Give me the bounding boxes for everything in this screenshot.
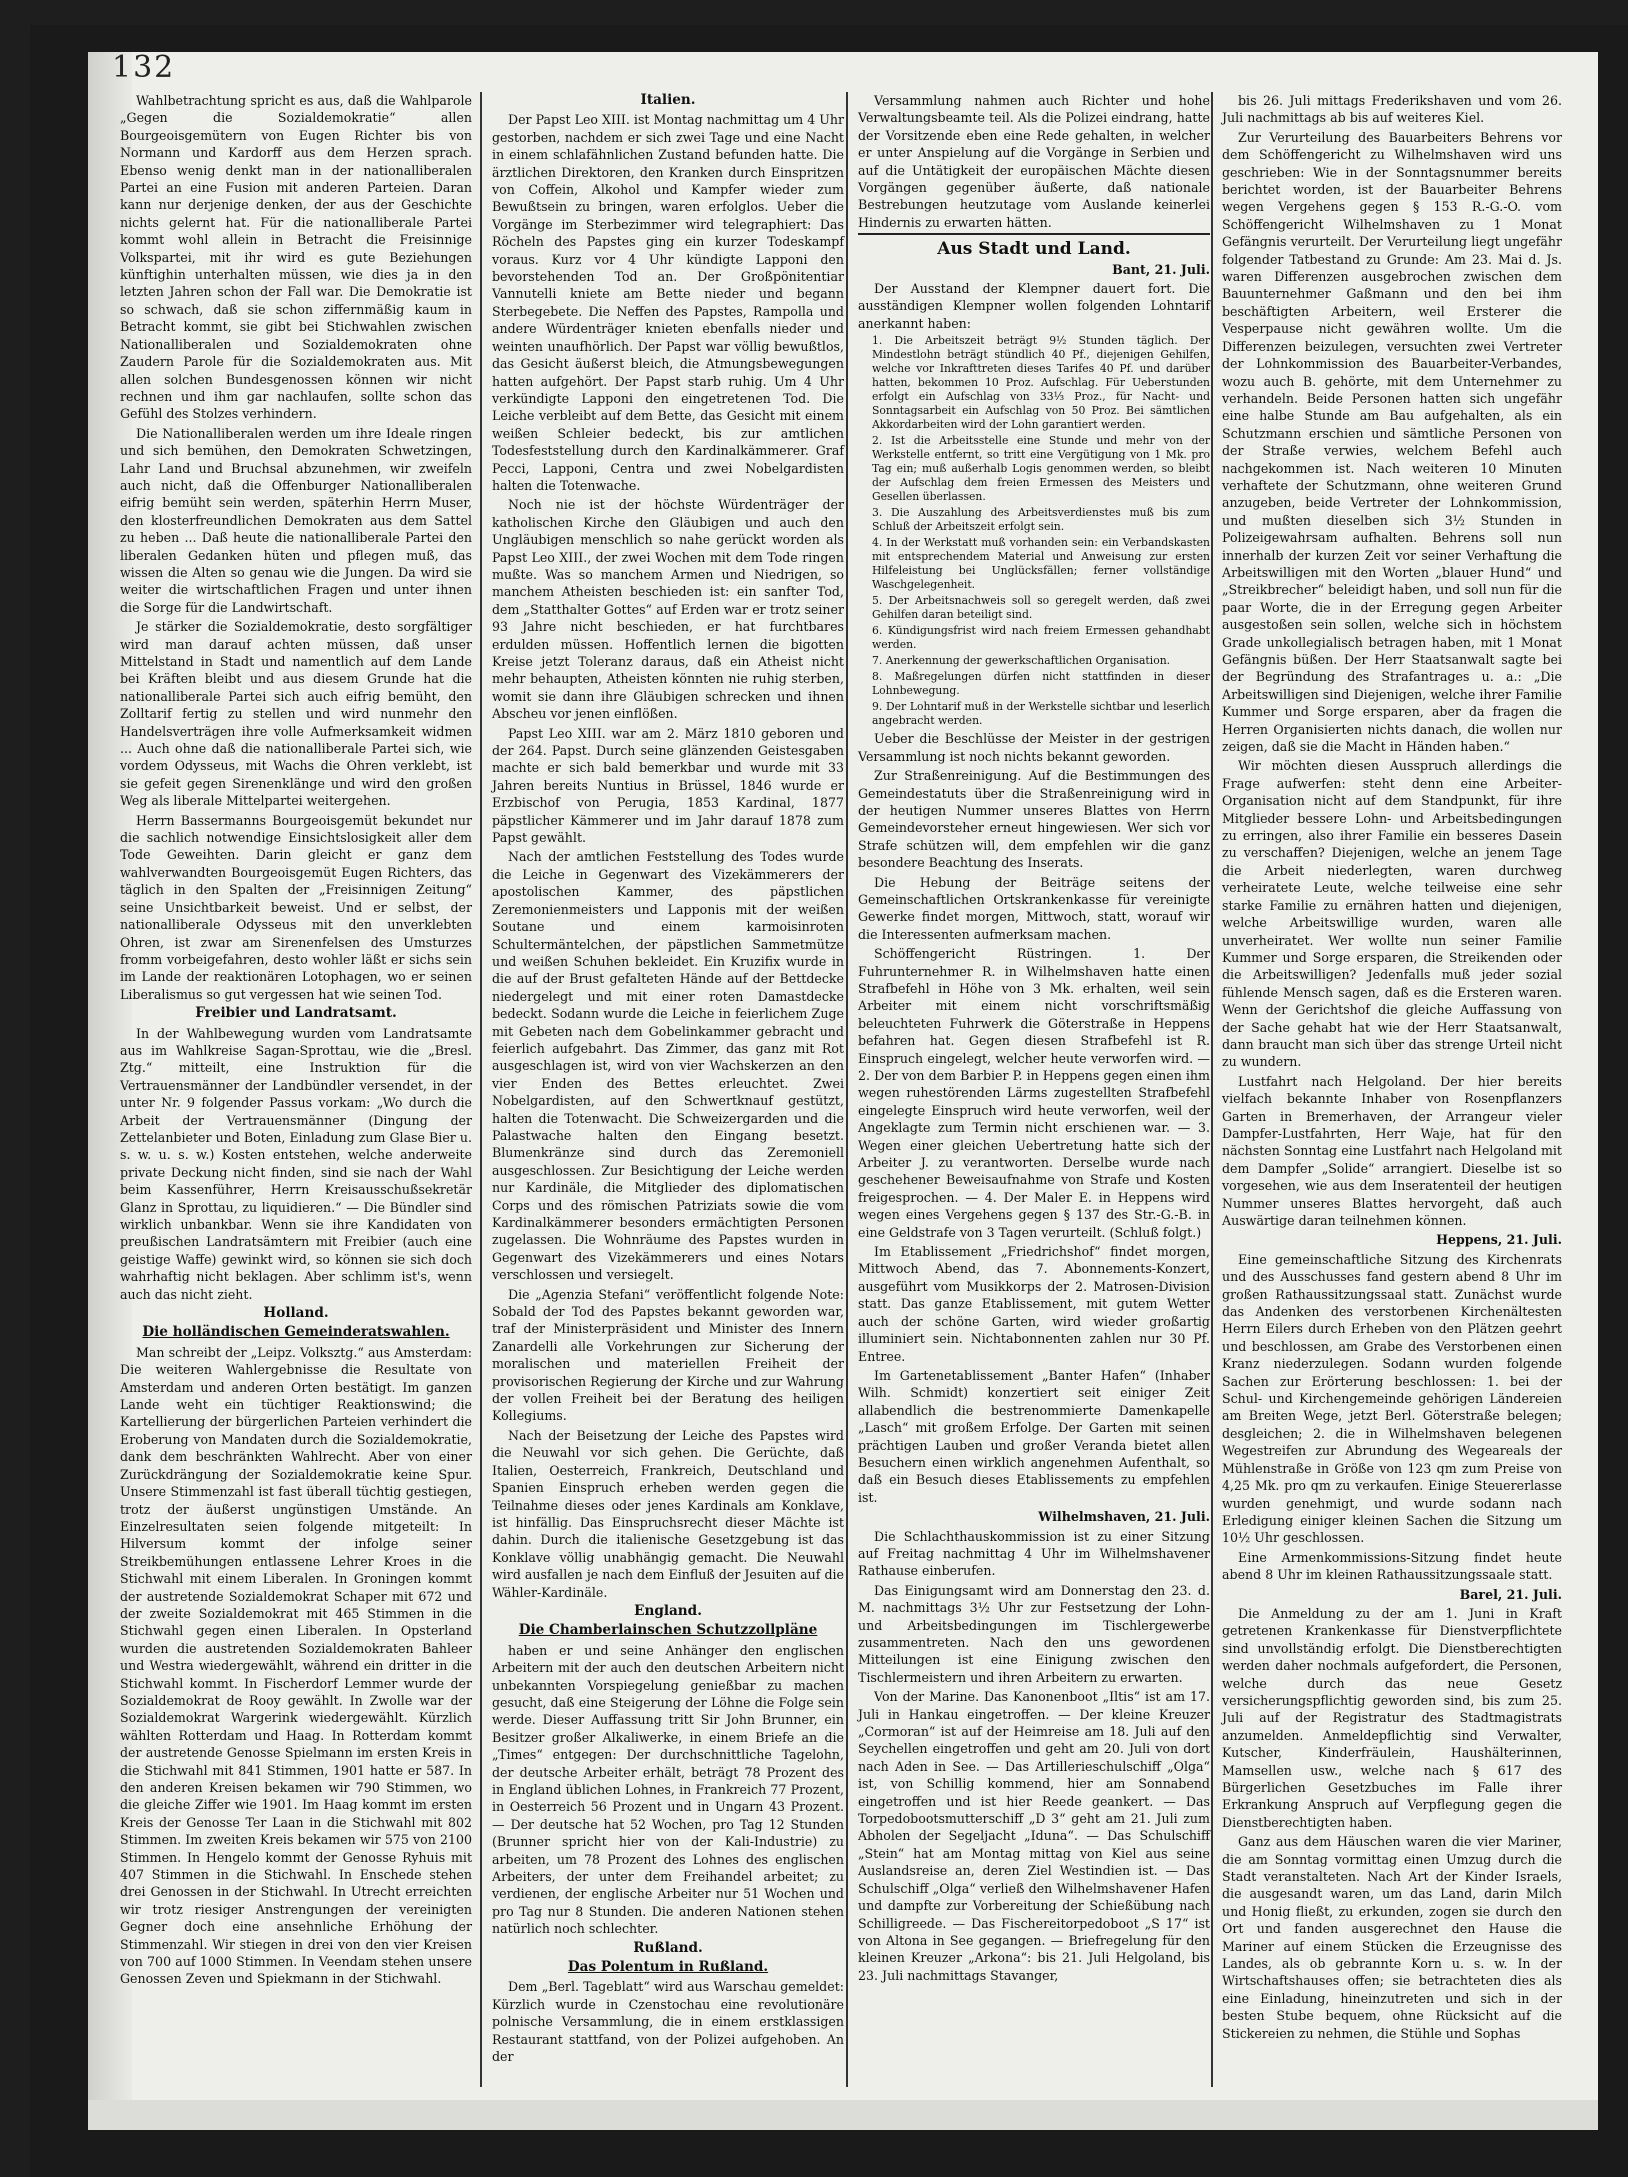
paragraph: Nach der Beisetzung der Leiche des Papstes wird die Neuwahl vor sich gehen. Die Gerüchte, daß Italien, Oesterreich, Frankreich, Deutschland und Spanien Einspruch erheben werden gegen die Teilnahme dieses oder jenes Kardinals am Konklave, ist hinfällig. Das Einspruchsrecht dieser Mächte ist dahin. Durch die italienische Gesetzgebung ist das Konklave völlig unabhängig gemacht. Die Neuwahl wird ausfallen je nach dem Einfluß der Jesuiten auf die Wähler-Kardinäle. [492, 1427, 844, 1600]
paragraph: Von der Marine. Das Kanonenboot „Iltis“ ist am 17. Juli in Hankau eingetroffen. — Der kleine Kreuzer „Cormoran“ ist auf der Heimreise am 18. Juli auf den Seychellen eingetroffen und geht am 20. Juli von dort nach Aden in See. — Das Artillerieschulschiff „Olga“ ist, von Schillig kommend, hier am Sonnabend eingetroffen und ist hier Reede geankert. — Das Torpedobootsmutterschiff „D 3“ geht am 21. Juli zum Abholen der Segeljacht „Iduna“. — Das Schulschiff „Stein“ hat am Montag mittag von Kiel aus seine Auslandsreise an, deren Ziel Westindien ist. — Das Schulschiff „Olga“ verließ den Wilhelmshavener Hafen und dampfte zur Vorbereitung der Schießübung nach Schilligreede. — Das Fischereitorpedoboot „S 17“ ist von Altona in See gegangen. — Briefregelung für den kleinen Kreuzer „Arkona“: bis 21. Juli Helgoland, bis 23. Juli nachmittags Stavanger, [858, 1689, 1210, 1983]
paragraph: Wahlbetrachtung spricht es aus, daß die Wahlparole „Gegen die Sozialdemokratie“ allen Bourgeoisgemütern von Eugen Richter bis von Normann und Kardorff aus dem Herzen sprach. Ebenso wenig denkt man in der nationalliberalen Partei an eine Fusion mit anderen Parteien. Daran kann nur derjenige denken, der aus der Geschichte nichts gelernt hat. Für die nationalliberale Partei kommt wohl allein in Betracht die Freisinnige Volkspartei, mit ihr wird es gute Beziehungen künftighin unterhalten müssen, wie dies ja in den letzten Jahren schon der Fall war. Die Demokratie ist so schwach, daß sie schon ziffernmäßig kaum in Betracht kommt, sie gibt bei Stichwahlen zwischen Nationalliberalen und Sozialdemokraten ohne Zaudern Parole für die Sozialdemokraten aus. Mit allen solchen Bundesgenossen können wir nicht rechnen und ihm gar nachlaufen, sollte schon das Gefühl des Stolzes verhindern. [120, 93, 472, 422]
column-2 [492, 92, 844, 2068]
paragraph: Je stärker die Sozialdemokratie, desto sorgfältiger wird man darauf achten müssen, daß unser Mittelstand in Stadt und namentlich auf dem Lande bei Kräften bleibt und aus diesem Grunde hat die nationalliberale Partei sich auch eifrig bemüht, den Zolltarif fertig zu stellen und wird nunmehr den Handelsverträgen ihre volle Aufmerksamkeit widmen ... Auch ohne daß die nationalliberale Partei sich, wie vordem Odysseus, mit Wachs die Ohren verklebt, ist sie gefeit gegen Sirenenklänge und wird den großen Weg als liberale Mittelpartei weitergehen. [120, 619, 472, 809]
dateline: Wilhelmshaven, 21. Juli. [1038, 1509, 1210, 1525]
paragraph: Im Etablissement „Friedrichshof“ findet morgen, Mittwoch Abend, das 7. Abonnements-Konzert, ausgeführt vom Musikkorps der 2. Matrosen-Division statt. Das ganze Etablissement, mit gutem Wetter auch der schöne Garten, wird wieder großartig illuminiert sein. Nichtabonnenten zahlen nur 30 Pf. Entree. [858, 1244, 1210, 1364]
paragraph: Schöffengericht Rüstringen. 1. Der Fuhrunternehmer R. in Wilhelmshaven hatte einen Strafbefehl in Höhe von 3 Mk. erhalten, weil sein Arbeiter mit einem nicht vorschriftsmäßig beleuchteten Fuhrwerk die Göterstraße in Heppens befahren hat. Gegen diesen Strafbefehl ist R. Einspruch eingelegt, welcher heute verworfen wird. — 2. Der von dem Barbier P. in Heppens gegen einen ihm wegen ruhestörenden Lärms zugestellten Strafbefehl eingelegte Einspruch wird heute verworfen, weil der Angeklagte zum Termin nicht erschienen war. — 3. Wegen einer gleichen Uebertretung hatte sich der Arbeiter J. zu verantworten. Derselbe wurde nach geschehener Beweisaufnahme von Strafe und Kosten freigesprochen. — 4. Der Maler E. in Heppens wird wegen eines Vergehens gegen § 137 des Str.-G.-B. in eine Geldstrafe von 3 Tagen verurteilt. (Schluß folgt.) [858, 946, 1210, 1240]
section-heading: Freibier und Landratsamt. [195, 1005, 397, 1022]
paragraph: Ganz aus dem Häuschen waren die vier Mariner, die am Sonntag vormittag einen Umzug durch die Stadt veranstalteten. Nach Art der Kinder Israels, die ausgesandt waren, um das Land, darin Milch und Honig fließt, zu erkunden, zogen sie durch den Ort und fanden ausgerechnet den Hause die Mariner auf einem Stücken die Erzeugnisse des Landes, als ob gebrannte Korn u. s. w. In der Wirtschaftshauses offen; sie betrachteten dies als eine Einladung, hineinzutreten und sich in der besten Stube bequem, ohne Rücksicht auf die Stickereien zu nehmen, die Stühle und Sophas [1222, 1834, 1562, 2041]
paragraph: Eine Armenkommissions-Sitzung findet heute abend 8 Uhr im kleinen Rathaussitzungssaale statt. [1222, 1549, 1562, 1583]
list-item: 8. Maßregelungen dürfen nicht stattfinden in dieser Lohnbewegung. [872, 670, 1210, 698]
paragraph: Eine gemeinschaftliche Sitzung des Kirchenrats und des Ausschusses fand gestern abend 8 Uhr im großen Rathaussitzungssaal statt. Zunächst wurde das Andenken des verstorbenen Kirchenältesten Herrn Eilers durch Erheben von den Plätzen geehrt und beschlossen, am Grabe des Verstorbenen einen Kranz niederzulegen. Sodann wurden folgende Sachen zur Erörterung beschlossen: 1. bei der Schul- und Kirchengemeinde gehörigen Ländereien am Breiten Wege, jetzt Berl. Göterstraße belegen; desgleichen; 2. die in Wilhelmshaven belegenen Wegestreifen zur Abrundung des Wegeareals der Mühlenstraße in Größe von 123 qm zum Preise von 4,25 Mk. pro qm zu verkaufen. Einige Steuererlasse wurden genehmigt, und wurde sodann nach Erledigung einiger kleinen Sachen die Sitzung um 10½ Uhr geschlossen. [1222, 1251, 1562, 1546]
column-1 [120, 92, 472, 1990]
column-rule [480, 92, 482, 2087]
page-number: 132 [112, 50, 176, 85]
list-item: 9. Der Lohntarif muß in der Werkstelle sichtbar und leserlich angebracht werden. [872, 700, 1210, 728]
paragraph: Die „Agenzia Stefani“ veröffentlicht folgende Note: Sobald der Tod des Papstes bekannt geworden war, traf der Ministerpräsident und Minister des Innern Zanardelli alle Vorkehrungen zur Sicherung der moralischen und materiellen Freiheit der provisorischen Regierung der Kirche und zur Wahrung der vollen Freiheit bei der Beratung des heiligen Kollegiums. [492, 1286, 844, 1424]
paragraph: Die Nationalliberalen werden um ihre Ideale ringen und sich bemühen, den Demokraten Schwetzingen, Lahr Land und Bruchsal abzunehmen, wir zweifeln auch nicht, daß die Offenburger Nationalliberalen eifrig bemüht sein werden, späterhin Herrn Muser, den klosterfreundlichen Demokraten aus dem Sattel zu heben ... Daß heute die nationalliberale Partei den liberalen Gedanken hüten und pflegen muß, das wissen die Alten so genau wie die Jungen. Da wird sie weiter die wirtschaftlichen Fragen und unter ihnen die Sorge für die Landwirtschaft. [120, 425, 472, 615]
paragraph: Versammlung nahmen auch Richter und hohe Verwaltungsbeamte teil. Als die Polizei eindrang, hatte der Vorsitzende eben eine Rede gehalten, in welcher er unter Anspielung auf die Vorgänge in Serbien und auf die Untätigkeit der europäischen Mächte diesen Vorgängen gegenüber äußerte, daß nationale Bestrebungen heutzutage vom Auslande keinerlei Hindernis zu erwarten hätten. [858, 93, 1210, 230]
article-heading: Die Chamberlainschen Schutzzollpläne [518, 1622, 818, 1639]
section-heading: Aus Stadt und Land. [858, 233, 1210, 258]
list-item: 7. Anerkennung der gewerkschaftlichen Organisation. [872, 654, 1171, 668]
section-heading: England. [634, 1602, 702, 1619]
section-heading: Rußland. [633, 1939, 703, 1956]
list-item: 6. Kündigungsfrist wird nach freiem Ermessen gehandhabt werden. [872, 624, 1210, 652]
paragraph: haben er und seine Anhänger den englischen Arbeitern mit der auch den deutschen Arbeitern nicht unbekannten Vorspiegelung genießbar zu machen gesucht, daß eine Steigerung der Löhne die Folge sein werde. Dieser Auffassung tritt Sir John Brunner, ein Besitzer großer Alkaliwerke, in einem Briefe an die „Times“ entgegen: Der durchschnittliche Tagelohn, der deutsche Arbeiter erhält, beträgt 78 Prozent des in England üblichen Lohnes, in Frankreich 77 Prozent, in Oesterreich 56 Prozent und in Ungarn 43 Prozent. — Der deutsche hat 52 Wochen, pro Tag 12 Stunden (Brunner spricht hier von der Kali-Industrie) zu arbeiten, um 78 Prozent des Lohnes des englischen Arbeiters, der unter dem Freihandel arbeitet; zu verdienen, der englische Arbeiter nur 51 Wochen und pro Tag nur 8 Stunden. Die anderen Nationen stehen natürlich noch schlechter. [492, 1642, 844, 1937]
paragraph: In der Wahlbewegung wurden vom Landratsamte aus im Wahlkreise Sagan-Sprottau, wie die „Bresl. Ztg.“ mitteilt, eine Instruktion für die Vertrauensmänner der Landbündler versendet, in der unter Nr. 9 folgender Passus vorkam: „Wo durch die Arbeit der Vertrauensmänner (Dingung der Zettelanbieter und Boten, Einladung zum Glase Bier u. s. w. u. s. w.) Kosten entstehen, welche anderweite private Deckung nicht finden, sind sie nach der Wahl beim Kassenführer, Herrn Kreisausschußsekretär Glanz in Sprottau, zu liquidieren.“ — Die Bündler sind wirklich unbankbar. Wenn sie ihre Kandidaten von preußischen Landratsämtern mit Freibier (auch eine geistige Waffe) gewinkt wird, so können sie sich doch wahrhaftig nicht beklagen. Aber schlimm ist's, wenn auch das nicht zieht. [120, 1025, 472, 1302]
wage-tariff-list [858, 334, 1210, 728]
paragraph: Die Schlachthauskommission ist zu einer Sitzung auf Freitag nachmittag 4 Uhr im Wilhelmshavener Rathause einberufen. [858, 1528, 1210, 1579]
paragraph: Dem „Berl. Tageblatt“ wird aus Warschau gemeldet: Kürzlich wurde in Czenstochau eine revolutionäre polnische Versammlung, die in einem erstklassigen Restaurant stattfand, von der Polizei aufgehoben. An der [492, 1979, 844, 2065]
section-heading: Holland. [263, 1305, 329, 1322]
list-item: 2. Ist die Arbeitsstelle eine Stunde und mehr von der Werkstelle entfernt, so tritt eine Vergütigung von 1 Mk. pro Tag ein; muß außerhalb Logis genommen werden, so bleibt der Aufschlag dem freien Ermessen des Meisters und Gesellen überlassen. [872, 434, 1210, 504]
dateline: Heppens, 21. Juli. [1436, 1232, 1562, 1248]
paragraph: Nach der amtlichen Feststellung des Todes wurde die Leiche in Gegenwart des Vizekämmerers der apostolischen Kammer, des päpstlichen Zeremonienmeisters und Lapponis mit der weißen Soutane und einem karmoisinroten Schultermäntelchen, der päpstlichen Sammetmütze und weißen Schuhen bekleidet. Ein Kruzifix wurde in die auf der Brust gefalteten Hände auf der Bettdecke niedergelegt und mit einer roten Damastdecke bedeckt. Sodann wurde die Leiche in feierlichem Zuge mit Gebeten nach dem Gobelinkammer gebracht und feierlich aufgebahrt. Das Zimmer, das ganz mit Rot ausgeschlagen ist, wird von vier Wachskerzen an den vier Enden des Bettes erleuchtet. Zwei Nobelgardisten, auf den Schwertknauf gestützt, halten die Totenwacht. Die Schweizergarden und die Palastwache halten den Eingang besetzt. Blumenkränze sind durch das Zeremoniell ausgeschlossen. Zur Besichtigung der Leiche werden nur Kardinäle, die Mitglieder des diplomatischen Corps und des römischen Patriziats sowie die vom Kardinalkämmerer besonders ermächtigten Personen zugelassen. Die Wohnräume des Papstes wurden in Gegenwart des Vizekämmerers und eines Notars verschlossen und versiegelt. [492, 849, 844, 1283]
article-heading: Das Polentum in Rußland. [567, 1959, 769, 1976]
paragraph: Der Papst Leo XIII. ist Montag nachmittag um 4 Uhr gestorben, nachdem er sich zwei Tage und eine Nacht in einem schlafähnlichen Zustand befunden hatte. Die ärztlichen Direktoren, den Kranken durch Einspritzen von Coffein, Alkohol und Kampfer wieder zum Bewußtsein zu bringen, waren erfolglos. Ueber die Vorgänge im Sterbezimmer wird telegraphiert: Das Röcheln des Papstes ging ein kurzer Todeskampf voraus. Kurz vor 4 Uhr kündigte Lapponi den bevorstehenden Tod an. Der Großpönitentiar Vannutelli kniete am Bette nieder und begann Sterbegebete. Die Neffen des Papstes, Rampolla und andere Würdenträger knieten ebenfalls nieder und weinten unaufhörlich. Der Papst war völlig bewußtlos, das Gesicht äußerst bleich, die Atmungsbewegungen hatten aufgehört. Der Papst starb ruhig. Um 4 Uhr verkündigte Lapponi den eingetretenen Tod. Die Leiche verbleibt auf dem Bette, das Gesicht mit einem weißen Schleier bedeckt, bis zur amtlichen Todesfeststellung durch den Kardinalkämmerer. Graf Pecci, Lapponi, Centra und zwei Nobelgardisten halten die Totenwache. [492, 112, 844, 493]
paragraph: Die Anmeldung zu der am 1. Juni in Kraft getretenen Krankenkasse für Dienstverpflichtete sind unvollständig erfolgt. Die Dienstberechtigten werden daher nochmals aufgefordert, die Personen, welche durch das neue Gesetz versicherungspflichtig geworden sind, bis zum 25. Juli auf der Registratur des Stadtmagistrats anzumelden. Anmeldepflichtig sind Verwalter, Kutscher, Kinderfräulein, Haushälterinnen, Mamsellen usw., welche nach § 617 des Bürgerlichen Gesetzbuches im Falle ihrer Erkrankung Anspruch auf Verpflegung gegen die Dienstberechtigten haben. [1222, 1605, 1562, 1830]
paragraph: Noch nie ist der höchste Würdenträger der katholischen Kirche den Gläubigen und auch den Ungläubigen menschlich so nahe gerückt worden als Papst Leo XIII., der zwei Wochen mit dem Tode ringen mußte. Was so manchem Armen und Niedrigen, so manchem Atheisten beschieden ist: ein sanfter Tod, dem „Statthalter Gottes“ auf Erden war er trotz seiner 93 Jahre nicht beschieden, er hat furchtbares erdulden müssen. Hoffentlich lernen die bigotten Kreise jetzt Toleranz daraus, daß ein Atheist nicht mehr behaupten, Atheisten könnten nie ruhig sterben, womit sie dann ihre Gläubigen schrecken und ihnen Abscheu vor jenen einflößen. [492, 497, 844, 722]
paragraph: Papst Leo XIII. war am 2. März 1810 geboren und der 264. Papst. Durch seine glänzenden Geistesgaben machte er sich bald bemerkbar und wurde mit 33 Jahren bereits Nuntius in Brüssel, 1846 wurde er Erzbischof von Perugia, 1853 Kardinal, 1877 päpstlicher Kämmerer und im Jahr darauf 1878 zum Papst gewählt. [492, 725, 844, 846]
column-4 [1222, 92, 1562, 2044]
paragraph: Die Hebung der Beiträge seitens der Gemeinschaftlichen Ortskrankenkasse für vereinigte Gewerke findet morgen, Mittwoch, statt, worauf wir die Interessenten aufmerksam machen. [858, 874, 1210, 942]
paragraph: Wir möchten diesen Ausspruch allerdings die Frage aufwerfen: steht denn eine Arbeiter-Organisation nicht auf dem Standpunkt, für ihre Mitglieder bessere Lohn- und Arbeitsbedingungen zu erringen, also ihrer Familie ein besseres Dasein zu verschaffen? Diejenigen, welche an jenem Tage die Arbeit niederlegten, waren durchweg verheiratete Leute, welche teilweise eine sehr starke Familie zu ernähren hatten und diejenigen, welche Arbeitswillige wurden, waren alle unverheiratet. Wer wollte nun seiner Familie Kummer und Sorge ersparen, die Streikenden oder die Arbeitswilligen? Jedenfalls muß jeder sozial fühlende Mensch sagen, daß es die Ersteren waren. Wenn der Gerichtshof die gleiche Auffassung von der Sache gehabt hat wie der Herr Staatsanwalt, dann braucht man sich über das strenge Urteil nicht zu wundern. [1222, 758, 1562, 1070]
section-heading: Italien. [640, 92, 696, 108]
paragraph: Der Ausstand der Klempner dauert fort. Die ausständigen Klempner wollen folgenden Lohntarif anerkannt haben: [858, 281, 1210, 331]
page-bottom-edge [88, 2100, 1598, 2130]
list-item: 3. Die Auszahlung des Arbeitsverdienstes muß bis zum Schluß der Arbeitszeit erfolgt sein. [872, 506, 1210, 534]
column-rule [846, 92, 848, 2087]
paragraph: bis 26. Juli mittags Frederikshaven und vom 26. Juli nachmittags ab bis auf weiteres Kiel. [1222, 93, 1562, 126]
dateline: Bant, 21. Juli. [1112, 261, 1210, 277]
paragraph: Ueber die Beschlüsse der Meister in der gestrigen Versammlung ist noch nichts bekannt geworden. [858, 731, 1210, 764]
paragraph: Man schreibt der „Leipz. Volksztg.“ aus Amsterdam: Die weiteren Wahlergebnisse die Resultate von Amsterdam und anderen Orten bestätigt. Im ganzen Lande weht ein tüchtiger Reaktionswind; die Kartellierung der bürgerlichen Parteien verhindert die Eroberung von Mandaten durch die Sozialdemokratie, dank dem beschränkten Wahlrecht. Aber von einer Zurückdrängung der Sozialdemokratie keine Spur. Unsere Stimmenzahl ist fast überall tüchtig gestiegen, trotz der äußerst ungünstigen Umstände. An Einzelresultaten seien folgende mitgeteilt: In Hilversum kommt der infolge seiner Streikbemühungen entlassene Lehrer Kroes in die Stichwahl mit einem Liberalen. In Groningen kommt der austretende Sozialdemokrat Schaper mit 672 und der zweite Sozialdemokrat mit 465 Stimmen in die Stichwahl gegen einen Liberalen. In Opsterland wurden die austretenden Sozialdemokraten Bahleer und Westra wiedergewählt, während ein dritter in die Stichwahl kommt. In Fischerdorf Lemmer wurde der Sozialdemokrat de Rooy gewählt. In Zwolle war der Sozialdemokrat Wargerink wiedergewählt. Kürzlich wählten Rotterdam und Haag. In Rotterdam kommt der austretende Genosse Spielmann im ersten Kreis in die Stichwahl mit 841 Stimmen, 1901 hatte er 587. In den anderen Kreisen bekamen wir 790 Stimmen, wo die gleiche Ziffer wie 1901. Im Haag kommt im ersten Kreis der Genosse Ter Laan in die Stichwahl mit 802 Stimmen. Im zweiten Kreis bekamen wir 575 von 2100 Stimmen. In Hengelo kommt der Genosse Ryhuis mit 407 Stimmen in die Stichwahl. In Enschede stehen drei Genossen in der Stichwahl. In Utrecht erreichten wir trotz riesiger Anstrengungen der vereinigten Gegner doch eine ansehnliche Erhöhung der Stimmenzahl. Wir stiegen in drei von den vier Kreisen von 700 auf 1000 Stimmen. In Veendam stehen unsere Genossen Zeven und Spiekmann in der Stichwahl. [120, 1344, 472, 1987]
paragraph: Herrn Bassermanns Bourgeoisgemüt bekundet nur die sachlich notwendige Einsichtslosigkeit aller dem Tode Geweihten. Darin gleicht er ganz dem wahlverwandten Bourgeoisgemüt Eugen Richters, das täglich in den Spalten der „Freisinnigen Zeitung“ seine Unsichtbarkeit beweist. Und er selbst, der nationalliberale Odysseus mit den unverklebten Ohren, ist zwar am Sirenenfelsen des Umsturzes fromm vorbeigefahren, desto wohler läßt er sichs sein im Lande der reaktionären Lotophagen, wo er seinen Liberalismus so gut vergessen hat wie seinen Tod. [120, 812, 472, 1002]
paragraph: Zur Straßenreinigung. Auf die Bestimmungen des Gemeindestatuts über die Straßenreinigung wird in der heutigen Nummer unseres Blattes von Herrn Gemeindevorsteher erneut hingewiesen. Wer sich vor Strafe schützen will, dem empfehlen wir die ganz besondere Beachtung des Inserats. [858, 768, 1210, 871]
list-item: 1. Die Arbeitszeit beträgt 9½ Stunden täglich. Der Mindestlohn beträgt stündlich 40 Pf., diejenigen Gehilfen, welche vor Inkrafttreten dieses Tarifes 40 Pf. und darüber hatten, bekommen 10 Proz. Aufschlag. Für Ueberstunden erfolgt ein Aufschlag von 33⅓ Proz., für Nacht- und Sonntagsarbeit ein Aufschlag von 50 Proz. Bei sämtlichen Akkordarbeiten wird der Lohn garantiert werden. [872, 334, 1210, 432]
column-3 [858, 92, 1210, 1986]
paragraph: Im Gartenetablissement „Banter Hafen“ (Inhaber Wilh. Schmidt) konzertiert seit einiger Zeit allabendlich die bestrenommierte Damenkapelle „Lasch“ mit großem Erfolge. Der Garten mit seinen prächtigen Lauben und großer Veranda bietet allen Besuchern einen wirklich angenehmen Aufenthalt, so daß ein Besuch dieses Etablissements zu empfehlen ist. [858, 1367, 1210, 1505]
paragraph: Lustfahrt nach Helgoland. Der hier bereits vielfach bekannte Inhaber von Rosenpflanzers Garten in Bremerhaven, der Arrangeur vieler Dampfer-Lustfahrten, Herr Waje, hat für den nächsten Sonntag eine Lustfahrt nach Helgoland mit dem Dampfer „Solide“ arrangiert. Dieselbe ist so vorgesehen, wie aus dem Inseratenteil der heutigen Nummer unseres Blattes hervorgeht, daß auch Auswärtige daran teilnehmen können. [1222, 1073, 1562, 1228]
article-heading: Die holländischen Gemeinderatswahlen. [142, 1324, 450, 1341]
paragraph: Zur Verurteilung des Bauarbeiters Behrens vor dem Schöffengericht zu Wilhelmshaven wird uns geschrieben: Wie in der Sonntagsnummer bereits berichtet worden, ist der Bauarbeiter Behrens wegen Vergehens gegen § 153 R.-G.-O. vom Schöffengericht Wilhelmshaven zu 1 Monat Gefängnis verurteilt. Der Verurteilung liegt ungefähr folgender Tatbestand zu Grunde: Am 23. Mai d. Js. waren Differenzen ausgebrochen zwischen dem Bauunternehmer Gaßmann und den bei ihm beschäftigten Arbeitern, weil Ersterer die Vesperpause nicht gewähren wollte. Um die Differenzen beizulegen, versuchten zwei Vertreter der Lohnkommission des Bauarbeiter-Verbandes, wozu auch B. gehörte, mit dem Unternehmer zu verhandeln. Beide Personen hatten sich ungefähr eine halbe Stunde am Bau aufgehalten, als ein Schutzmann erschien und sämtliche Personen von der Straße verwies, welchem Befehl auch nachgekommen ist. Nach weiteren 10 Minuten verhaftete der Schutzmann, ohne weiteren Grund anzugeben, beide Vertreter der Lohnkommission, und mußten dieselben sich 3½ Stunden in Polizeigewahrsam aufhalten. Behrens soll nun innerhalb der kurzen Zeit vor seiner Verhaftung die Arbeitswilligen mit den Worten „blauer Hund“ und „Streikbrecher“ beleidigt haben, und soll nun für die paar Worte, die in der Erregung gegen Arbeiter ausgestoßen sein sollen, welche sich in höchstem Grade unkollegialisch betragen haben, mit 1 Monat Gefängnis büßen. Der Herr Staatsanwalt sagte bei der Begründung des Strafantrages u. a.: „Die Arbeitswilligen sind Diejenigen, welche ihrer Familie Kummer und Sorge ersparen, aber da fragen die Herren Organisierten nichts danach, die wollen nur zeigen, daß sie die Macht in Händen haben.“ [1222, 129, 1562, 755]
list-item: 4. In der Werkstatt muß vorhanden sein: ein Verbandskasten mit entsprechendem Material und Anweisung zur ersten Hilfeleistung bei Unglücksfällen; ferner vollständige Waschgelegenheit. [872, 536, 1210, 592]
column-rule [1211, 92, 1213, 2087]
dateline: Barel, 21. Juli. [1459, 1586, 1562, 1602]
list-item: 5. Der Arbeitsnachweis soll so geregelt werden, daß zwei Gehilfen daran beteiligt sind. [872, 594, 1210, 622]
paragraph: Das Einigungsamt wird am Donnerstag den 23. d. M. nachmittags 3½ Uhr zur Festsetzung der Lohn- und Arbeitsbedingungen im Tischlergewerbe zusammentreten. Nach den uns gewordenen Mitteilungen ist eine Einigung zwischen den Tischlermeistern und ihren Arbeitern zu erwarten. [858, 1582, 1210, 1685]
